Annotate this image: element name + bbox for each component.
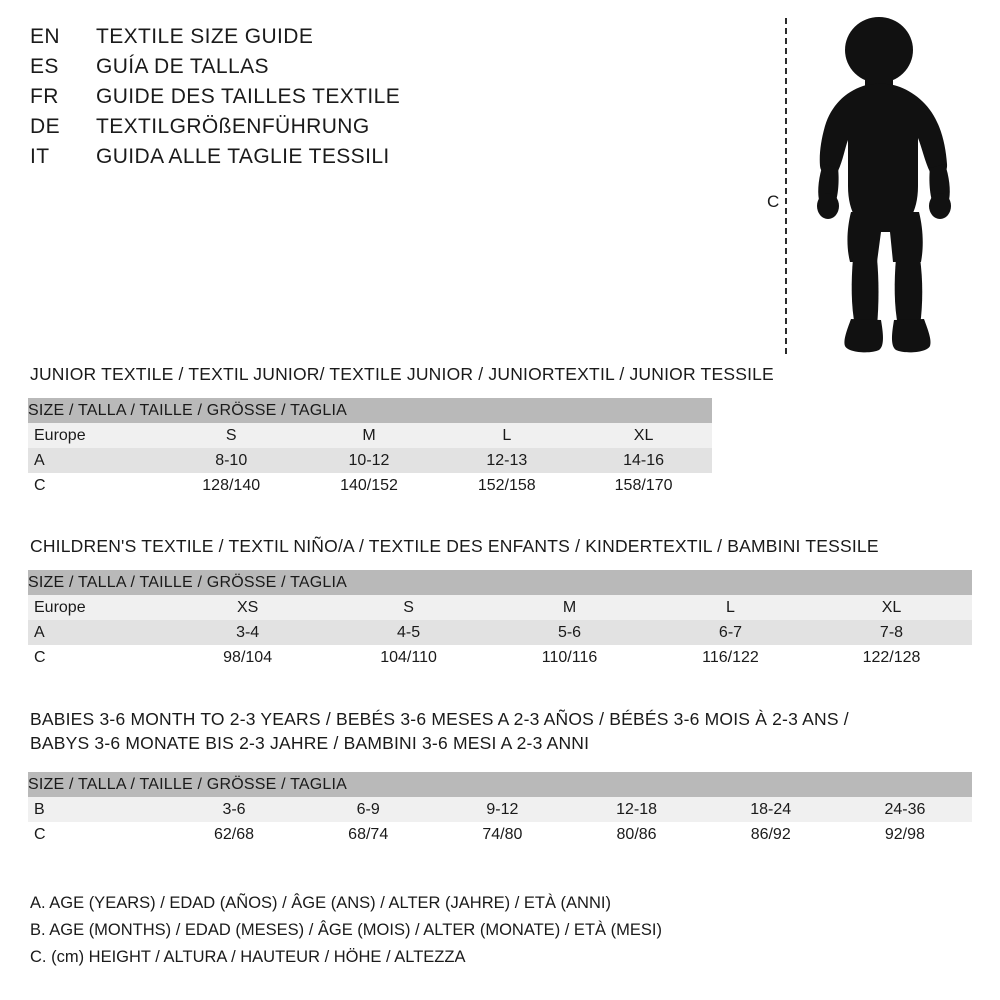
row-label: Europe <box>28 423 163 448</box>
row-label: A <box>28 620 167 645</box>
cell: 3-6 <box>167 797 301 822</box>
cell: 4-5 <box>328 620 489 645</box>
language-code-es: ES <box>30 55 59 78</box>
cell: 86/92 <box>704 822 838 847</box>
row-label: C <box>28 822 167 847</box>
language-code-de: DE <box>30 115 60 138</box>
cell: 98/104 <box>167 645 328 670</box>
cell: 12-13 <box>438 448 575 473</box>
cell: 140/152 <box>300 473 439 498</box>
cell: 14-16 <box>575 448 712 473</box>
cell: 6-7 <box>650 620 811 645</box>
language-row-fr <box>30 86 670 107</box>
children-size-table <box>28 570 972 670</box>
cell: 5-6 <box>489 620 650 645</box>
language-code-fr: FR <box>30 85 59 108</box>
section-title-babies <box>30 708 970 755</box>
cell: 116/122 <box>650 645 811 670</box>
child-silhouette-icon <box>793 14 963 364</box>
cell: M <box>489 595 650 620</box>
row-label: B <box>28 797 167 822</box>
legend-block <box>30 890 662 972</box>
cell: 8-10 <box>163 448 300 473</box>
row-label: A <box>28 448 163 473</box>
cell: 152/158 <box>438 473 575 498</box>
cell: 92/98 <box>838 822 972 847</box>
language-row-de <box>30 116 670 137</box>
section-title-babies-line2: BABYS 3-6 MONATE BIS 2-3 JAHRE / BAMBINI 3-6 MESI A 2-3 ANNI <box>30 732 590 753</box>
table-header-row <box>28 570 972 595</box>
cell: 128/140 <box>163 473 300 498</box>
cell: S <box>163 423 300 448</box>
row-label: Europe <box>28 595 167 620</box>
cell: 62/68 <box>167 822 301 847</box>
cell: 158/170 <box>575 473 712 498</box>
language-code-en: EN <box>30 25 60 48</box>
cell: L <box>438 423 575 448</box>
cell: XL <box>811 595 972 620</box>
language-code-it: IT <box>30 145 50 168</box>
language-text-es: GUÍA DE TALLAS <box>96 55 269 78</box>
cell: 3-4 <box>167 620 328 645</box>
cell: XL <box>575 423 712 448</box>
table-header-row <box>28 398 712 423</box>
junior-table-header: SIZE / TALLA / TAILLE / GRÖSSE / TAGLIA <box>28 398 712 423</box>
section-title-babies-line1: BABIES 3-6 MONTH TO 2-3 YEARS / BEBÉS 3-6 MESES A 2-3 AÑOS / BÉBÉS 3-6 MOIS À 2-3 ANS / <box>30 709 849 729</box>
cell: XS <box>167 595 328 620</box>
language-text-it: GUIDA ALLE TAGLIE TESSILI <box>96 145 390 168</box>
language-row-es <box>30 56 670 77</box>
language-row-en <box>30 26 670 47</box>
cell: 74/80 <box>435 822 569 847</box>
cell: 104/110 <box>328 645 489 670</box>
children-table-header: SIZE / TALLA / TAILLE / GRÖSSE / TAGLIA <box>28 570 972 595</box>
legend-item-b: B. AGE (MONTHS) / EDAD (MESES) / ÂGE (MOIS) / ALTER (MONATE) / ETÀ (MESI) <box>30 921 662 940</box>
cell: 6-9 <box>301 797 435 822</box>
cell: 68/74 <box>301 822 435 847</box>
babies-size-table <box>28 772 972 847</box>
table-row <box>28 645 972 670</box>
cell: 10-12 <box>300 448 439 473</box>
cell: 12-18 <box>569 797 703 822</box>
height-indicator-label: C <box>767 192 780 211</box>
section-title-junior: JUNIOR TEXTILE / TEXTIL JUNIOR/ TEXTILE JUNIOR / JUNIORTEXTIL / JUNIOR TESSILE <box>30 364 774 384</box>
language-text-de: TEXTILGRÖßENFÜHRUNG <box>96 115 370 138</box>
table-row <box>28 595 972 620</box>
table-row <box>28 822 972 847</box>
cell: 110/116 <box>489 645 650 670</box>
cell: 7-8 <box>811 620 972 645</box>
legend-item-c: C. (cm) HEIGHT / ALTURA / HAUTEUR / HÖHE / ALTEZZA <box>30 948 466 967</box>
measurement-figure <box>745 10 975 365</box>
table-row <box>28 448 712 473</box>
language-title-block <box>30 26 670 176</box>
table-header-row <box>28 772 972 797</box>
table-row <box>28 473 712 498</box>
row-label: C <box>28 645 167 670</box>
babies-table-header: SIZE / TALLA / TAILLE / GRÖSSE / TAGLIA <box>28 772 972 797</box>
cell: 122/128 <box>811 645 972 670</box>
cell: L <box>650 595 811 620</box>
cell: 80/86 <box>569 822 703 847</box>
table-row <box>28 797 972 822</box>
cell: 24-36 <box>838 797 972 822</box>
language-text-en: TEXTILE SIZE GUIDE <box>96 25 314 48</box>
row-label: C <box>28 473 163 498</box>
language-text-fr: GUIDE DES TAILLES TEXTILE <box>96 85 401 108</box>
section-title-children: CHILDREN'S TEXTILE / TEXTIL NIÑO/A / TEXTILE DES ENFANTS / KINDERTEXTIL / BAMBINI TESSILE <box>30 536 879 556</box>
cell: S <box>328 595 489 620</box>
junior-size-table <box>28 398 712 498</box>
height-dashed-line <box>785 18 787 354</box>
table-row <box>28 423 712 448</box>
language-row-it <box>30 146 670 167</box>
cell: M <box>300 423 439 448</box>
table-row <box>28 620 972 645</box>
legend-item-a: A. AGE (YEARS) / EDAD (AÑOS) / ÂGE (ANS) / ALTER (JAHRE) / ETÀ (ANNI) <box>30 894 611 912</box>
cell: 9-12 <box>435 797 569 822</box>
cell: 18-24 <box>704 797 838 822</box>
